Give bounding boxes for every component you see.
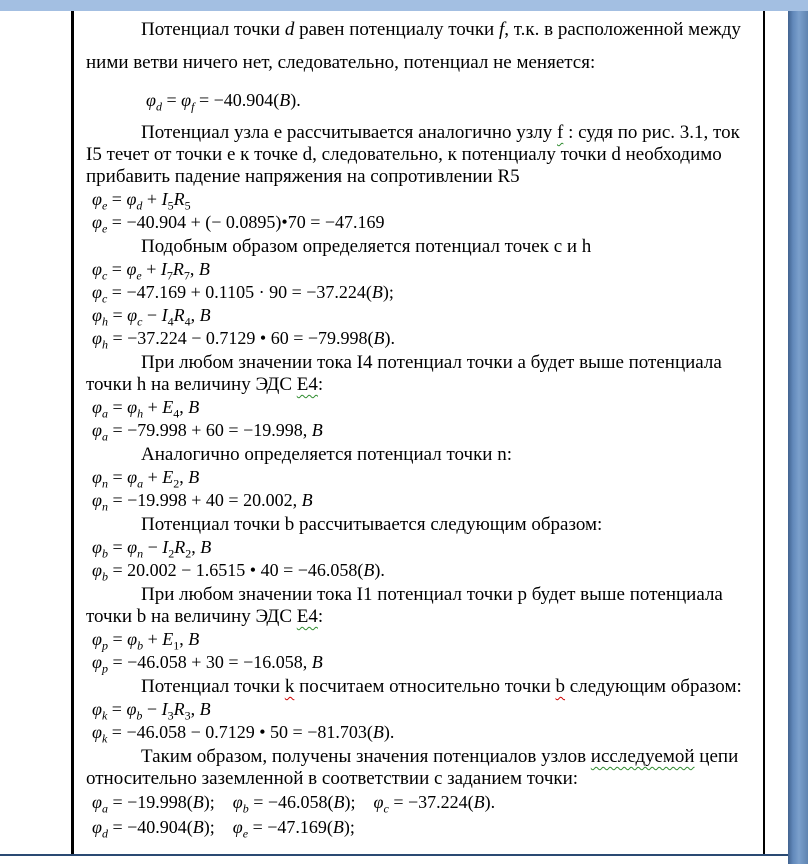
formula-line: $\varphi_a = -19.998(В)$; $\varphi_b = -46.058(В)$; $\varphi_c = -37.224(В)$.: [92, 792, 496, 816]
formula-line: $\varphi_d = \varphi_f = -40.904(В)$.: [146, 90, 301, 114]
paragraph: [86, 444, 748, 466]
window-border-bottom: [0, 854, 789, 856]
formula-line: $\varphi_p = -46.058 + 30 = -16.058$, В: [92, 652, 323, 676]
spellcheck-flagged-text: Е4: [296, 374, 318, 395]
formula-line: $\varphi_h = -37.224 - 0.7129$ • 60 = −79.998(В).: [92, 328, 396, 352]
text-run: посчитаем относительно точки: [294, 676, 556, 697]
page-border-left: [71, 11, 74, 855]
paragraph: [86, 746, 748, 790]
spellcheck-flagged-text: исследуемой: [590, 746, 695, 767]
formula-line: $\varphi_b = \varphi_n - I_2R_2$, В: [92, 537, 212, 561]
text-run: Потенциал точки: [141, 19, 285, 40]
text-run: Потенциал точки b рассчитывается следующим образом:: [141, 514, 603, 535]
formula-line: $\varphi_n = -19.998 + 40 = 20.002$, В: [92, 490, 313, 514]
paragraph: [86, 584, 748, 628]
formula-line: $\varphi_b = 20.002 - 1.6515$ • 40 = −46.058(В).: [92, 560, 385, 584]
text-run: При любом значении тока I1 потенциал точки р будет выше потенциала точки b на величину ЭДС: [86, 584, 723, 627]
text-run: :: [317, 606, 324, 627]
text-run: цепи относительно заземленной в соответствии с заданием точки:: [86, 746, 739, 789]
paragraph: [86, 122, 748, 188]
paragraph: [86, 352, 748, 396]
scrollbar-thumb[interactable]: [788, 11, 808, 864]
text-run: : судя по рис. 3.1, ток I5 течет от точки е к точке d, следовательно, к потенциалу точки d необходимо прибавить падение напряжения на сопротивлении R5: [86, 122, 740, 187]
text-run: Таким образом, получены значения потенциалов узлов: [141, 746, 591, 767]
spellcheck-flagged-text: d: [284, 19, 295, 40]
formula-line: $\varphi_n = \varphi_a + E_2$, В: [92, 467, 200, 491]
formula-line: $\varphi_h = \varphi_c - I_4R_4$, В: [92, 305, 211, 329]
text-run: следующим образом:: [565, 676, 742, 697]
formula-line: $\varphi_e = \varphi_d + I_5R_5$: [92, 189, 191, 213]
spellcheck-flagged-text: b: [555, 676, 566, 697]
document-content[interactable]: [86, 13, 748, 854]
formula-line: $\varphi_c = -47.169 + 0.1105 \cdot 90 = -37.224(В)$;: [92, 282, 394, 306]
scrollbar[interactable]: [788, 11, 808, 864]
paragraph: [86, 676, 748, 698]
top-bar: [0, 0, 808, 11]
spellcheck-flagged-text: f: [498, 19, 505, 40]
formula-line: $\varphi_e = -40.904$ + (− 0.0895)•70 = −47.169: [92, 212, 385, 236]
formula-line: $\varphi_p = \varphi_b + E_1$, В: [92, 629, 200, 653]
text-run: При любом значении тока I4 потенциал точки а будет выше потенциала точки h на величину ЭДС: [86, 352, 722, 395]
paragraph: [86, 13, 748, 79]
text-run: Подобным образом определяется потенциал точек с и h: [141, 236, 592, 257]
formula-line: $\varphi_a = -79.998 + 60 = -19.998$, В: [92, 420, 323, 444]
text-run: Потенциал точки: [141, 676, 285, 697]
formula-line: $\varphi_c = \varphi_e + I_7R_7$, В: [92, 259, 210, 283]
formula-line: $\varphi_a = \varphi_h + E_4$, В: [92, 397, 200, 421]
formula-line: $\varphi_k = -46.058 - 0.7129$ • 50 = −81.703(В).: [92, 722, 395, 746]
text-run: , т.к. в расположенной между ними ветви ничего нет, следовательно, потенциал не меняется:: [86, 19, 741, 73]
text-run: Потенциал узла е рассчитывается аналогично узлу: [141, 122, 558, 143]
spellcheck-flagged-text: k: [284, 676, 295, 697]
page-border-right: [763, 11, 765, 855]
text-run: равен потенциалу точки: [294, 19, 499, 40]
text-run: Аналогично определяется потенциал точки n:: [141, 444, 513, 465]
paragraph: [86, 236, 748, 258]
formula-line: $\varphi_d = -40.904(В)$; $\varphi_e = -47.169(В)$;: [92, 817, 355, 841]
paragraph: [86, 514, 748, 536]
text-run: :: [317, 374, 324, 395]
spellcheck-flagged-text: f: [557, 122, 564, 143]
spellcheck-flagged-text: Е4: [296, 606, 318, 627]
formula-line: $\varphi_k = \varphi_b - I_3R_3$, В: [92, 699, 211, 723]
